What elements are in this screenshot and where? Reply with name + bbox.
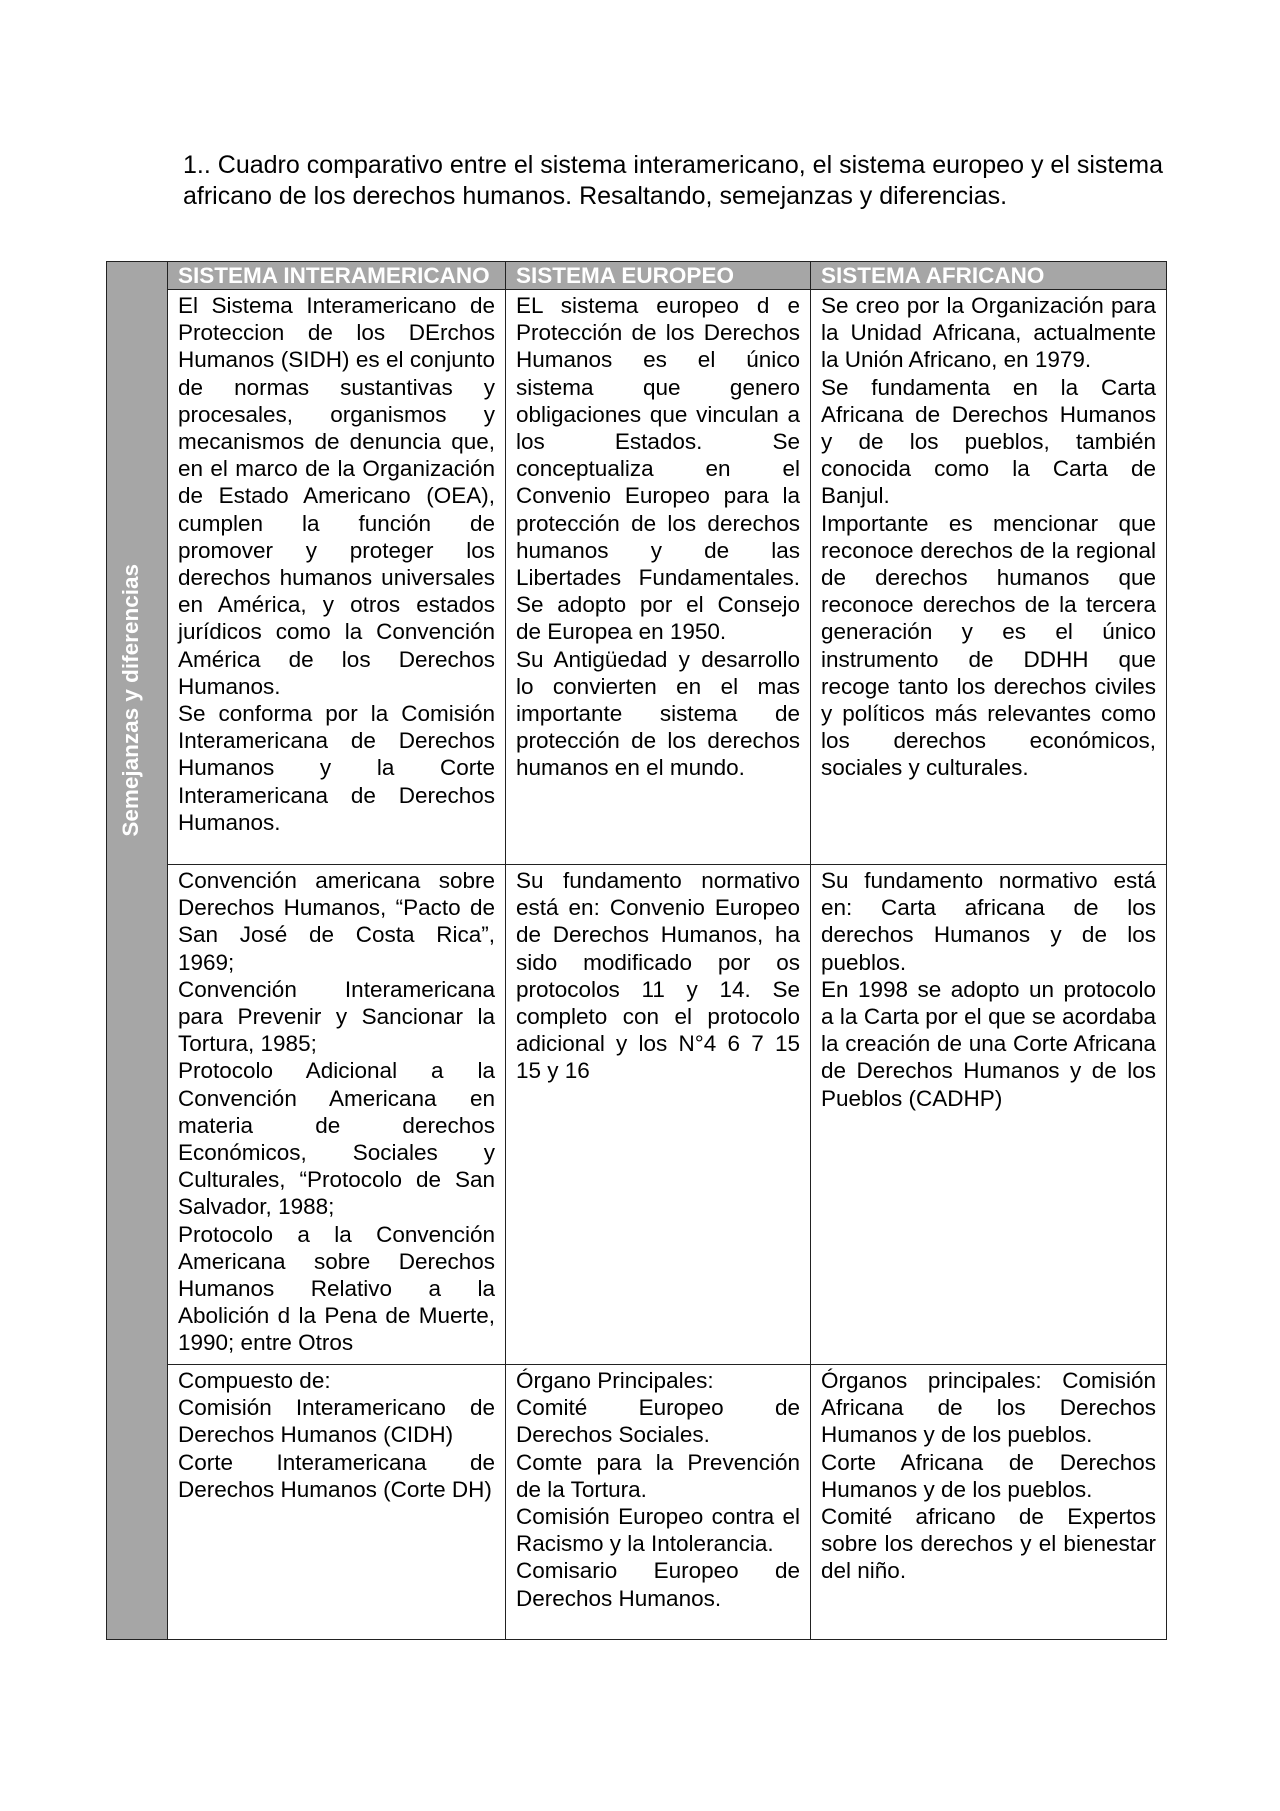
cell-europeo [506, 865, 811, 1365]
table-row [107, 865, 1167, 1365]
side-label-cell [107, 262, 168, 1640]
cell-interamericano [168, 865, 506, 1365]
header-interamericano: SISTEMA INTERAMERICANO [168, 262, 506, 290]
cell-text: Órgano Principales: Comité Europeo de Derechos Sociales. Comte para la Prevención de la Tortura. Comisión Europeo contra el Racismo y la Intolerancia. Comisario Europeo de Derechos Humanos. [516, 1368, 800, 1611]
table-row [107, 1365, 1167, 1640]
document-heading: 1.. Cuadro comparativo entre el sistema interamericano, el sistema europeo y el sistema africano de los derechos humanos. Resaltando, semejanzas y diferencias. [183, 151, 1163, 210]
cell-europeo [506, 290, 811, 865]
header-africano: SISTEMA AFRICANO [811, 262, 1167, 290]
cell-text: Órganos principales: Comisión Africana de los Derechos Humanos y de los pueblos. Corte Africana de Derechos Humanos y de los pueblos. Comité africano de Expertos sobre los derechos y el bienestar del niño. [821, 1368, 1156, 1584]
side-label: Semejanzas y diferencias [118, 564, 143, 837]
cell-text: Su fundamento normativo está en: Carta africana de los derechos Humanos y de los pueblos. En 1998 se adopto un protocolo a la Carta por el que se acordaba la creación de una Corte Africana de Derechos Humanos y de los Pueblos (CADHP) [821, 868, 1156, 1111]
cell-africano [811, 290, 1167, 865]
cell-text: El Sistema Interamericano de Proteccion de los DErchos Humanos (SIDH) es el conjunto de normas sustantivas y procesales, organismos y mecanismos de denuncia que, en el marco de la Organización de Estado Americano (OEA), cumplen la función de promover y proteger los derechos humanos universales en América, y otros estados jurídicos como la Convención América de los Derechos Humanos. Se conforma por la Comisión Interamericana de Derechos Humanos y la Corte Interamericana de Derechos Humanos. [178, 293, 495, 835]
cell-text: EL sistema europeo d e Protección de los Derechos Humanos es el único sistema que genero obligaciones que vinculan a los Estados. Se conceptualiza en el Convenio Europeo para la protección de los derechos humanos y de las Libertades Fundamentales. Se adopto por el Consejo de Europea en 1950. Su Antigüedad y desarrollo lo convierten en el mas importante sistema de protección de los derechos humanos en el mundo. [516, 293, 800, 781]
cell-interamericano [168, 1365, 506, 1640]
cell-text: Se creo por la Organización para la Unidad Africana, actualmente la Unión Africano, en 1979. Se fundamenta en la Carta Africana de Derechos Humanos y de los pueblos, también conocida como la Carta de Banjul. Importante es mencionar que reconoce derechos de la regional de derechos humanos que reconoce derechos de la tercera generación y es el único instrumento de DDHH que recoge tanto los derechos civiles y políticos más relevantes como los derechos económicos, sociales y culturales. [821, 293, 1156, 781]
table-row [107, 290, 1167, 865]
cell-text: Compuesto de: Comisión Interamericano de Derechos Humanos (CIDH) Corte Interamericana de Derechos Humanos (Corte DH) [178, 1368, 495, 1502]
cell-interamericano [168, 290, 506, 865]
header-row [107, 262, 1167, 290]
cell-text: Su fundamento normativo está en: Convenio Europeo de Derechos Humanos, ha sido modificado por os protocolos 11 y 14. Se completo con el protocolo adicional y los N°4 6 7 15 15 y 16 [516, 868, 800, 1084]
comparison-table [106, 261, 1167, 1640]
cell-text: Convención americana sobre Derechos Humanos, “Pacto de San José de Costa Rica”, 1969; Convención Interamericana para Prevenir y Sancionar la Tortura, 1985; Protocolo Adicional a la Convención Americana en materia de derechos Económicos, Sociales y Culturales, “Protocolo de San Salvador, 1988; Protocolo a la Convención Americana sobre Derechos Humanos Relativo a la Abolición d la Pena de Muerte, 1990; entre Otros [178, 868, 495, 1356]
cell-europeo [506, 1365, 811, 1640]
cell-africano [811, 1365, 1167, 1640]
cell-africano [811, 865, 1167, 1365]
header-europeo: SISTEMA EUROPEO [506, 262, 811, 290]
